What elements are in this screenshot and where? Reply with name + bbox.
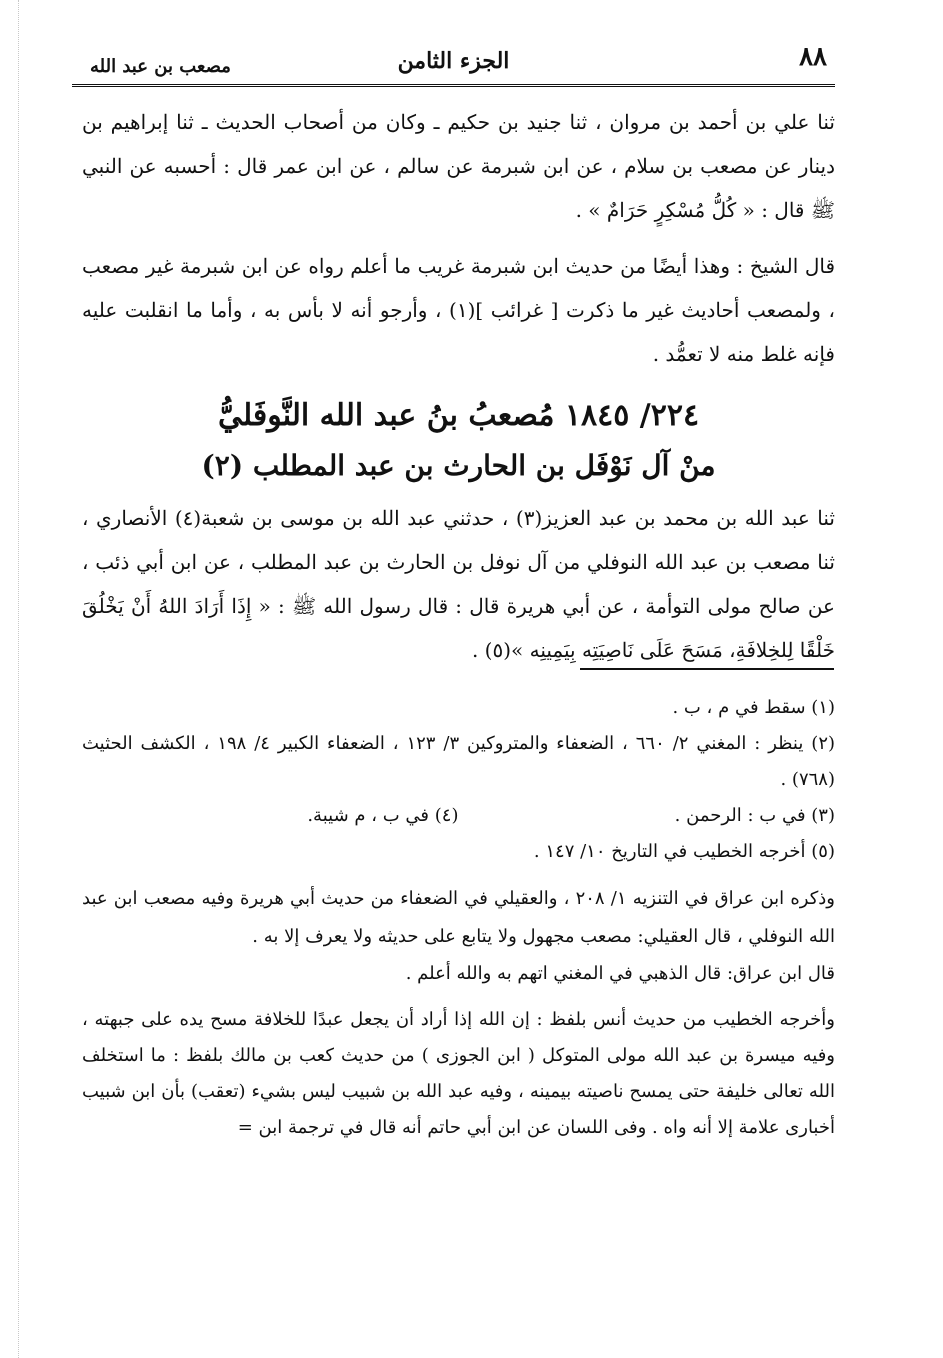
footnote-1: (١) سقط في م ، ب . bbox=[672, 697, 835, 718]
page-header bbox=[72, 40, 835, 84]
footnotes bbox=[82, 690, 835, 1146]
scan-margin-dots bbox=[18, 0, 19, 1358]
running-title: مصعب بن عبد الله bbox=[90, 56, 231, 77]
footnote-4: (٤) في ب ، م شيبة. bbox=[307, 805, 459, 826]
page-number: ٨٨ bbox=[799, 42, 827, 72]
entry-subtitle: منْ آل نَوْفَل بن الحارث بن عبد المطلب (٢) bbox=[201, 449, 716, 482]
volume-label: الجزء الثامن bbox=[397, 48, 510, 74]
paragraph-hadith-2: ثنا عبد الله بن محمد بن عبد العزيز(٣) ، حدثني عبد الله بن موسى بن شعبة(٤) الأنصاري ، ثنا مصعب بن عبد الله النوفلي من آل نوفل بن الحارث بن عبد المطلب ، عن ابن أبي ذئب ، عن صالح مولى التوأمة ، عن أبي هريرة قال : قال رسول الله ﷺ : « إِذَا أَرَادَ اللهُ أَنْ يَخْلُقَ خَلْقًا لِلخِلافَةِ، مَسَحَ عَلَى نَاصِيَتِه بِيَمِينِه »(٥) . bbox=[82, 506, 835, 662]
footnote-3: (٣) في ب : الرحمن . bbox=[674, 805, 835, 826]
footnote-note-1: وذكره ابن عراق في التنزيه ١/ ٢٠٨ ، والعقيلي في الضعفاء من حديث أبي هريرة وفيه مصعب ابن عبد الله النوفلي ، قال العقيلي: مصعب مجهول ولا يتابع على حديثه ولا يعرف إلا به . bbox=[82, 888, 835, 947]
footnote-note-2: قال ابن عراق: قال الذهبي في المغني اتهم به والله أعلم . bbox=[405, 963, 835, 984]
paragraph-commentary: قال الشيخ : وهذا أيضًا من حديث ابن شبرمة غريب ما أعلم رواه عن ابن شبرمة غير مصعب ، ولمصعب أحاديث غير ما ذكرت [ غرائب ](١) ، وأرجو أنه لا بأس به ، وأما ما انقلبت عليه فإنه غلط منه لا تعمُّد . bbox=[82, 254, 835, 366]
footnote-rule bbox=[580, 668, 834, 670]
paragraph-hadith-1: ثنا علي بن أحمد بن مروان ، ثنا جنيد بن حكيم ـ وكان من أصحاب الحديث ـ ثنا إبراهيم بن دينار عن مصعب بن سلام ، عن ابن شبرمة عن سالم ، عن ابن عمر قال : أحسبه عن النبي ﷺ قال : « كُلُّ مُسْكِرٍ حَرَامٌ » . bbox=[82, 110, 835, 222]
footnote-2: (٢) ينظر : المغني ٢/ ٦٦٠ ، الضعفاء والمتروكين ٣/ ١٢٣ ، الضعفاء الكبير ٤/ ١٩٨ ، الكشف الحثيث (٧٦٨) . bbox=[82, 733, 836, 790]
header-rule bbox=[72, 84, 835, 87]
entry-title: ٢٢٤/ ١٨٤٥ مُصعبُ بنُ عبد الله النَّوفَليُّ bbox=[217, 398, 700, 433]
main-text bbox=[82, 100, 835, 672]
footnote-note-3: وأخرجه الخطيب من حديث أنس بلفظ : إن الله إذا أراد أن يجعل عبدًا للخلافة مسح يده على جبهته ، وفيه ميسرة بن عبد الله مولى المتوكل ( ابن الجوزى ) من حديث كعب بن مالك بلفظ : ما استخلف الله تعالى خليفة حتى يمسح ناصيته بيمينه ، وفيه عبد الله بن شبيب ليس بشيء (تعقب) بأن ابن شبيب أخبارى علامة إلا أنه واه . وفى اللسان عن ابن أبي حاتم أنه قال في ترجمة ابن = bbox=[82, 1009, 835, 1138]
footnote-5: (٥) أخرجه الخطيب في التاريخ ١٠/ ١٤٧ . bbox=[533, 841, 835, 862]
